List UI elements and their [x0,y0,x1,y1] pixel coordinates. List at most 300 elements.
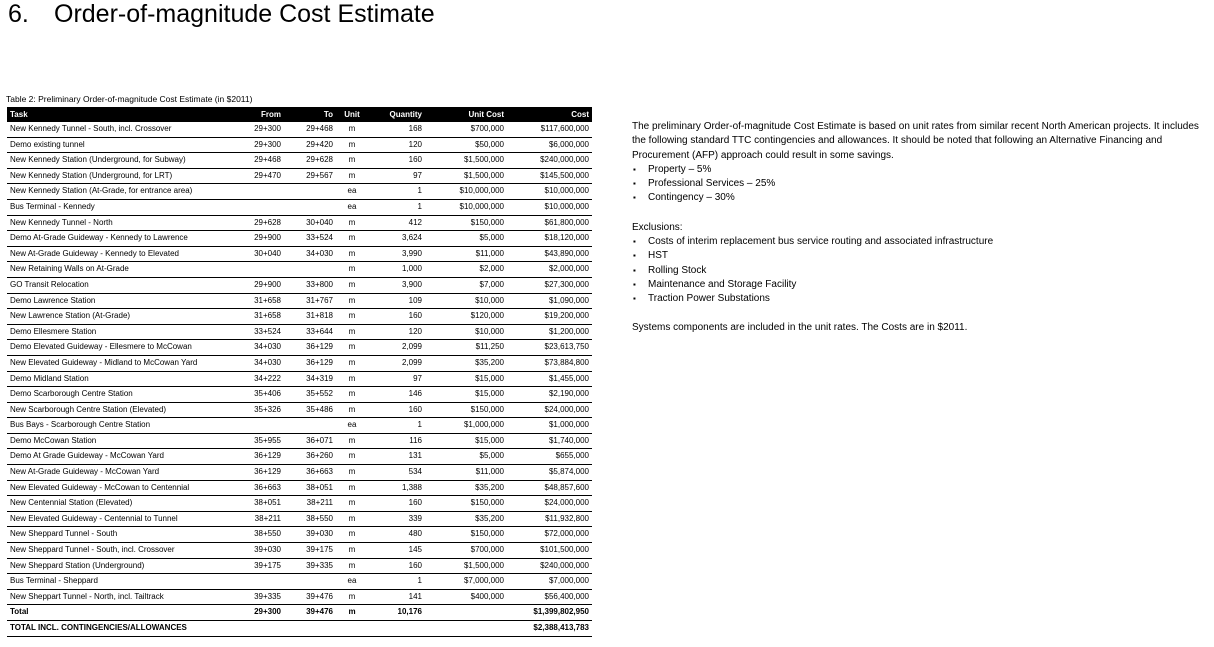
notes-intro: The preliminary Order-of-magnitude Cost Estimate is based on unit rates from similar recent North American projects. It includes the following standard TTC contingencies and allowances. It should be noted that following an Alternative Financing and Procurement (AFP) approach could result in some savings. [632,121,1199,161]
cell-task: Demo Lawrence Station [7,293,240,309]
header-task: Task [7,107,240,122]
cell-from [240,199,284,215]
header-from: From [240,107,284,122]
cell-unit-cost: $1,000,000 [425,418,507,434]
cell-to: 35+486 [284,402,336,418]
table-header-row [7,107,592,122]
cell-unit-cost: $7,000 [425,277,507,293]
allowance-item-text: Contingency – 30% [648,192,735,204]
exclusion-item-text: Rolling Stock [648,264,707,276]
cell-to [284,418,336,434]
cell-from: 38+051 [240,496,284,512]
cell-quantity: 160 [368,558,425,574]
cell-cost: $24,000,000 [507,496,592,512]
cell-cost: $56,400,000 [507,589,592,605]
cell-quantity: 120 [368,137,425,153]
header-to: To [284,107,336,122]
total-row [7,605,592,621]
cell-to [284,574,336,590]
cell-cost: $18,120,000 [507,231,592,247]
cell-unit-cost: $50,000 [425,137,507,153]
cell-unit-cost [425,605,507,621]
cell-task: New At-Grade Guideway - McCowan Yard [7,465,240,481]
table-row [7,324,592,340]
cell-cost: $117,600,000 [507,122,592,137]
cell-cost: $27,300,000 [507,277,592,293]
cell-unit-cost: $11,250 [425,340,507,356]
exclusions-label: Exclusions: [632,221,683,233]
cell-unit: m [336,262,368,278]
table-row [7,480,592,496]
cell-quantity: 160 [368,309,425,325]
cell-from: 38+550 [240,527,284,543]
cell-task: Bus Terminal - Sheppard [7,574,240,590]
cell-unit-cost: $5,000 [425,449,507,465]
cell-from: 29+900 [240,277,284,293]
cell-unit: m [336,340,368,356]
cell-from: 33+524 [240,324,284,340]
cell-unit-cost [425,621,507,637]
cell-to: 35+552 [284,387,336,403]
bullet-icon: ▪ [633,251,636,261]
cell-cost: $1,090,000 [507,293,592,309]
exclusion-item [632,264,1212,278]
cell-to: 36+071 [284,433,336,449]
cell-quantity: 1,000 [368,262,425,278]
cell-unit: m [336,480,368,496]
cell-quantity: 3,990 [368,246,425,262]
cell-unit-cost: $150,000 [425,496,507,512]
cell-quantity: 160 [368,496,425,512]
cell-to: 38+550 [284,511,336,527]
allowance-item [632,191,1212,205]
cell-cost: $7,000,000 [507,574,592,590]
cell-cost: $240,000,000 [507,558,592,574]
cell-unit-cost: $10,000 [425,324,507,340]
cell-from: 35+406 [240,387,284,403]
table-caption: Table 2: Preliminary Order-of-magnitude Cost Estimate (in $2011) [6,94,253,104]
cell-quantity [368,621,425,637]
cell-cost: $655,000 [507,449,592,465]
cell-task: Demo existing tunnel [7,137,240,153]
cell-to: 33+524 [284,231,336,247]
cell-quantity: 160 [368,402,425,418]
table-row [7,418,592,434]
header-quantity: Quantity [368,107,425,122]
cell-cost: $1,740,000 [507,433,592,449]
cell-to [284,199,336,215]
cell-from: 39+030 [240,543,284,559]
table-row [7,402,592,418]
cell-unit: ea [336,418,368,434]
exclusion-item-text: HST [648,250,668,262]
cell-unit: m [336,496,368,512]
cell-to: 34+319 [284,371,336,387]
cell-unit-cost: $700,000 [425,543,507,559]
grand-total-row [7,621,592,637]
table-row [7,215,592,231]
cell-task: New At-Grade Guideway - Kennedy to Elevated [7,246,240,262]
cell-task: New Centennial Station (Elevated) [7,496,240,512]
table-row [7,309,592,325]
cell-unit: ea [336,199,368,215]
cell-unit: m [336,449,368,465]
cell-to: 36+129 [284,355,336,371]
cell-quantity: 1 [368,418,425,434]
cell-cost: $240,000,000 [507,153,592,169]
table-row [7,246,592,262]
cell-unit-cost: $10,000,000 [425,199,507,215]
cell-to: 39+030 [284,527,336,543]
bullet-icon: ▪ [633,237,636,247]
cell-unit: m [336,605,368,621]
cell-quantity: 160 [368,153,425,169]
cell-unit: m [336,309,368,325]
table-row [7,355,592,371]
cell-task: New Kennedy Station (At-Grade, for entrance area) [7,184,240,200]
cell-unit: m [336,153,368,169]
cell-unit-cost: $15,000 [425,433,507,449]
cell-unit-cost: $150,000 [425,527,507,543]
cell-unit-cost: $150,000 [425,215,507,231]
cell-task: New Kennedy Station (Underground, for LRT) [7,168,240,184]
cell-quantity: 339 [368,511,425,527]
table-row [7,387,592,403]
cell-unit: m [336,402,368,418]
cell-from: 34+030 [240,340,284,356]
cell-unit-cost: $10,000 [425,293,507,309]
cell-unit: m [336,231,368,247]
cell-cost: $145,500,000 [507,168,592,184]
cell-from: 38+211 [240,511,284,527]
cell-quantity: 1 [368,184,425,200]
cell-task: New Elevated Guideway - Centennial to Tunnel [7,511,240,527]
cell-cost: $24,000,000 [507,402,592,418]
cell-quantity: 116 [368,433,425,449]
cell-quantity: 412 [368,215,425,231]
cell-to [284,262,336,278]
cell-cost: $6,000,000 [507,137,592,153]
cell-cost: $10,000,000 [507,184,592,200]
section-number: 6. [8,0,29,28]
cell-unit-cost: $1,500,000 [425,168,507,184]
cell-unit-cost: $10,000,000 [425,184,507,200]
cell-task: New Kennedy Station (Underground, for Subway) [7,153,240,169]
table-row [7,184,592,200]
table-row [7,277,592,293]
table-row [7,543,592,559]
cell-unit-cost: $15,000 [425,371,507,387]
table-row [7,574,592,590]
header-unit: Unit [336,107,368,122]
cell-unit-cost: $5,000 [425,231,507,247]
table-row [7,231,592,247]
allowance-item [632,177,1212,191]
cell-cost: $2,388,413,783 [507,621,592,637]
cell-task: Bus Bays - Scarborough Centre Station [7,418,240,434]
cell-unit-cost: $150,000 [425,402,507,418]
header-unit-cost: Unit Cost [425,107,507,122]
cell-cost: $1,000,000 [507,418,592,434]
cell-from: 35+326 [240,402,284,418]
cell-from [240,574,284,590]
cell-quantity: 168 [368,122,425,137]
cell-quantity: 3,900 [368,277,425,293]
cell-unit: m [336,168,368,184]
bullet-icon: ▪ [633,164,636,174]
cell-from: 29+300 [240,122,284,137]
cell-unit: ea [336,574,368,590]
cell-task: Demo Ellesmere Station [7,324,240,340]
cell-to: 39+175 [284,543,336,559]
cell-unit-cost: $1,500,000 [425,558,507,574]
cell-cost: $5,874,000 [507,465,592,481]
cell-quantity: 120 [368,324,425,340]
cell-from: 36+129 [240,449,284,465]
cell-from: 29+300 [240,605,284,621]
cell-quantity: 1 [368,199,425,215]
cell-to: 30+040 [284,215,336,231]
cell-from [240,418,284,434]
cell-cost: $61,800,000 [507,215,592,231]
cell-to: 29+567 [284,168,336,184]
cell-from: 29+628 [240,215,284,231]
cell-task: New Elevated Guideway - Midland to McCowan Yard [7,355,240,371]
table-row [7,558,592,574]
table-row [7,511,592,527]
cell-task: New Elevated Guideway - McCowan to Centennial [7,480,240,496]
cell-task: New Kennedy Tunnel - South, incl. Crossover [7,122,240,137]
cell-from: 29+468 [240,153,284,169]
cell-unit: m [336,277,368,293]
bullet-icon: ▪ [633,294,636,304]
exclusion-item [632,249,1212,263]
table-row [7,199,592,215]
cell-to: 29+420 [284,137,336,153]
cell-to: 29+468 [284,122,336,137]
cell-cost: $2,000,000 [507,262,592,278]
cell-task: Demo Scarborough Centre Station [7,387,240,403]
cell-unit [336,621,368,637]
cell-quantity: 2,099 [368,355,425,371]
cell-task: Demo At Grade Guideway - McCowan Yard [7,449,240,465]
header-cost: Cost [507,107,592,122]
cell-cost: $2,190,000 [507,387,592,403]
cell-task: New Scarborough Centre Station (Elevated) [7,402,240,418]
cell-task: New Sheppard Tunnel - South, incl. Crossover [7,543,240,559]
cell-from: 36+129 [240,465,284,481]
cell-quantity: 1,388 [368,480,425,496]
cell-unit-cost: $400,000 [425,589,507,605]
cell-quantity: 3,624 [368,231,425,247]
cell-cost: $23,613,750 [507,340,592,356]
cell-from: 31+658 [240,293,284,309]
cell-quantity: 97 [368,168,425,184]
bullet-icon: ▪ [633,279,636,289]
cell-unit: m [336,246,368,262]
cell-from: 39+175 [240,558,284,574]
exclusion-item [632,292,1212,306]
cell-unit-cost: $11,000 [425,246,507,262]
cell-unit: m [336,324,368,340]
exclusions-list [632,235,1212,306]
cell-to: 29+628 [284,153,336,169]
cell-from: 34+030 [240,355,284,371]
cell-task: Bus Terminal - Kennedy [7,199,240,215]
cell-cost: $1,455,000 [507,371,592,387]
cell-to: 33+800 [284,277,336,293]
cell-task: New Sheppard Tunnel - South [7,527,240,543]
cell-unit: m [336,215,368,231]
table-row [7,137,592,153]
cell-cost: $11,932,800 [507,511,592,527]
cell-from: 29+470 [240,168,284,184]
cell-from: 35+955 [240,433,284,449]
cell-to: 31+767 [284,293,336,309]
cell-task: TOTAL INCL. CONTINGENCIES/ALLOWANCES [7,621,240,637]
cell-cost: $19,200,000 [507,309,592,325]
cell-unit: m [336,433,368,449]
bullet-icon: ▪ [633,179,636,189]
cell-quantity: 97 [368,371,425,387]
cell-quantity: 141 [368,589,425,605]
cell-cost: $1,399,802,950 [507,605,592,621]
cell-quantity: 534 [368,465,425,481]
cell-quantity: 109 [368,293,425,309]
allowance-item-text: Property – 5% [648,163,712,175]
cell-to: 38+211 [284,496,336,512]
cell-to: 34+030 [284,246,336,262]
cell-unit: ea [336,184,368,200]
cell-quantity: 146 [368,387,425,403]
cell-to: 31+818 [284,309,336,325]
exclusion-item-text: Traction Power Substations [648,293,770,305]
cost-estimate-table [7,107,592,637]
cell-quantity: 480 [368,527,425,543]
exclusion-item-text: Costs of interim replacement bus service routing and associated infrastructure [648,236,994,248]
cell-from: 36+663 [240,480,284,496]
table-row [7,465,592,481]
table-row [7,371,592,387]
cell-to: 36+260 [284,449,336,465]
cell-unit-cost: $7,000,000 [425,574,507,590]
cell-from: 31+658 [240,309,284,325]
exclusion-item-text: Maintenance and Storage Facility [648,278,797,290]
cell-unit: m [336,589,368,605]
cell-cost: $1,200,000 [507,324,592,340]
cell-unit: m [336,355,368,371]
cell-unit-cost: $35,200 [425,480,507,496]
cell-unit: m [336,122,368,137]
table-row [7,589,592,605]
cell-unit: m [336,511,368,527]
cell-unit: m [336,527,368,543]
cell-unit-cost: $35,200 [425,511,507,527]
cell-from [240,184,284,200]
cell-from [240,262,284,278]
cell-to: 33+644 [284,324,336,340]
cell-from: 29+300 [240,137,284,153]
cell-unit: m [336,465,368,481]
cell-from: 39+335 [240,589,284,605]
cell-task: New Kennedy Tunnel - North [7,215,240,231]
cell-cost: $10,000,000 [507,199,592,215]
cell-cost: $72,000,000 [507,527,592,543]
table-row [7,122,592,137]
cell-unit-cost: $35,200 [425,355,507,371]
cell-cost: $101,500,000 [507,543,592,559]
cell-to [284,184,336,200]
cell-task: New Retaining Walls on At-Grade [7,262,240,278]
systems-note: Systems components are included in the unit rates. The Costs are in $2011. [632,321,968,333]
cell-task: Demo Midland Station [7,371,240,387]
cell-cost: $43,890,000 [507,246,592,262]
cell-unit: m [336,387,368,403]
allowances-list [632,163,1212,206]
bullet-icon: ▪ [633,265,636,275]
cell-quantity: 2,099 [368,340,425,356]
cell-to: 38+051 [284,480,336,496]
cell-quantity: 1 [368,574,425,590]
table-row [7,168,592,184]
table-row [7,153,592,169]
cell-unit: m [336,371,368,387]
bullet-icon: ▪ [633,193,636,203]
cell-unit-cost: $120,000 [425,309,507,325]
table-row [7,527,592,543]
cell-unit: m [336,137,368,153]
allowance-item-text: Professional Services – 25% [648,178,776,190]
table-row [7,293,592,309]
cell-task: New Sheppart Tunnel - North, incl. Tailtrack [7,589,240,605]
section-heading [8,0,435,29]
cell-to: 39+476 [284,605,336,621]
cell-from: 29+900 [240,231,284,247]
cell-to [284,621,336,637]
cell-task: New Lawrence Station (At-Grade) [7,309,240,325]
cell-unit: m [336,543,368,559]
table-row [7,433,592,449]
cell-unit-cost: $15,000 [425,387,507,403]
cell-from: 30+040 [240,246,284,262]
cell-to: 36+663 [284,465,336,481]
cell-unit-cost: $2,000 [425,262,507,278]
cell-task: New Sheppard Station (Underground) [7,558,240,574]
cell-quantity: 145 [368,543,425,559]
cell-task: Demo McCowan Station [7,433,240,449]
table-body [7,122,592,636]
cell-from: 34+222 [240,371,284,387]
exclusion-item [632,278,1212,292]
cell-unit-cost: $700,000 [425,122,507,137]
cell-task: Demo Elevated Guideway - Ellesmere to McCowan [7,340,240,356]
cell-to: 36+129 [284,340,336,356]
cell-unit: m [336,558,368,574]
cell-to: 39+476 [284,589,336,605]
notes-panel [632,120,1212,335]
cell-cost: $48,857,600 [507,480,592,496]
table-row [7,449,592,465]
table-row [7,340,592,356]
cell-quantity: 10,176 [368,605,425,621]
exclusion-item [632,235,1212,249]
allowance-item [632,163,1212,177]
cell-unit-cost: $11,000 [425,465,507,481]
table-row [7,496,592,512]
cell-quantity: 131 [368,449,425,465]
cell-unit-cost: $1,500,000 [425,153,507,169]
cell-unit: m [336,293,368,309]
